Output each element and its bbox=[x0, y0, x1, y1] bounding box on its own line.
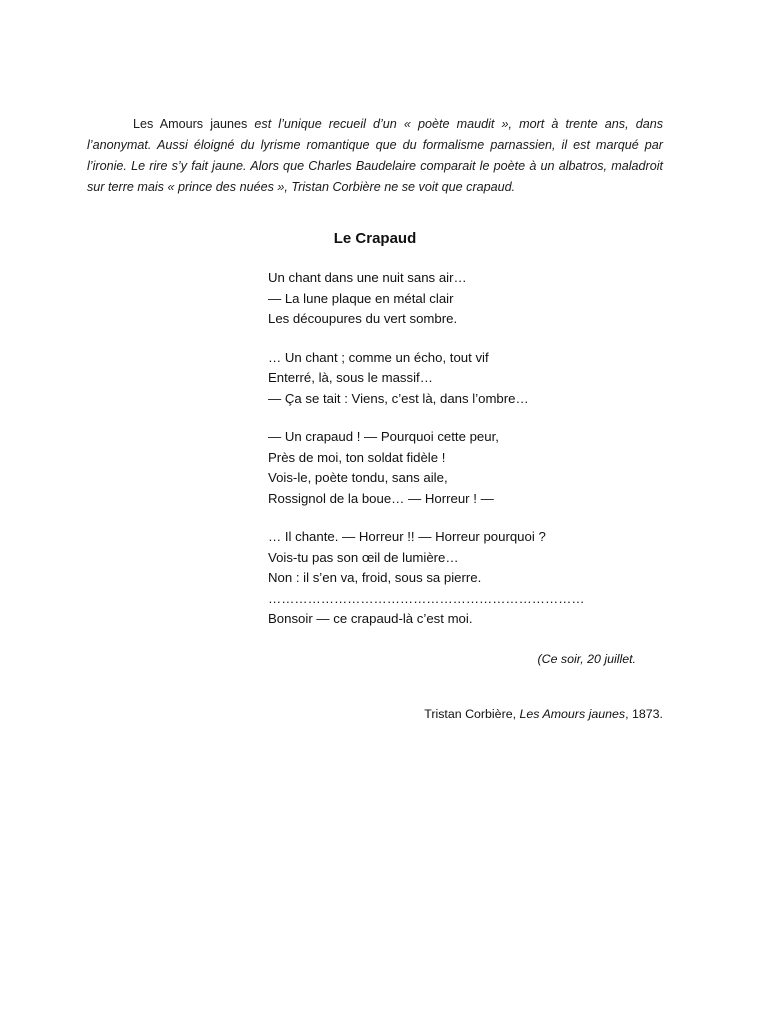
poem-line: Vois-tu pas son œil de lumière… bbox=[268, 549, 459, 565]
poem-line: — La lune plaque en métal clair bbox=[268, 290, 454, 306]
introduction-paragraph bbox=[87, 114, 663, 198]
poem-line: … Un chant ; comme un écho, tout vif bbox=[268, 349, 489, 365]
stanza-4 bbox=[268, 527, 585, 630]
stanza-2 bbox=[268, 348, 585, 410]
attribution-author: Tristan Corbière, bbox=[424, 707, 517, 721]
poem-line: … Il chante. — Horreur !! — Horreur pourquoi ? bbox=[268, 529, 546, 544]
attribution-work: Les Amours jaunes bbox=[519, 707, 626, 721]
stanza-1 bbox=[268, 268, 585, 330]
intro-book-title: Les Amours jaunes bbox=[133, 117, 248, 131]
stanza-3 bbox=[268, 427, 585, 509]
poem-line: Non : il s’en va, froid, sous sa pierre. bbox=[268, 570, 482, 585]
intro-text: est l’unique recueil d’un « poète maudit », mort à trente ans, dans l’anonymat. Aussi éloigné du lyrisme romantique que du formalisme parnassien, il est marqué par l’ironie. Le rire s’y fait jaune. Alors que Charles Baudelaire comparait le poète à un albatros, maladroit sur terre mais « prince des nuées », Tristan Corbière ne se voit que crapaud. bbox=[87, 117, 663, 194]
attribution-year: , 1873. bbox=[625, 707, 663, 721]
poem-line: Près de moi, ton soldat fidèle ! bbox=[268, 449, 446, 465]
date-note: (Ce soir, 20 juillet. bbox=[537, 652, 636, 666]
poem-body bbox=[268, 268, 585, 648]
poem-line: Les découpures du vert sombre. bbox=[268, 311, 458, 326]
poem-line: — Un crapaud ! — Pourquoi cette peur, bbox=[268, 429, 499, 444]
poem-line: Vois-le, poète tondu, sans aile, bbox=[268, 470, 448, 485]
poem-line: Rossignol de la boue… — Horreur ! — bbox=[268, 490, 494, 506]
poem-line: Bonsoir — ce crapaud-là c’est moi. bbox=[268, 611, 473, 626]
ellipsis-line: ……………………………………………………………… bbox=[268, 590, 585, 606]
poem-line: — Ça se tait : Viens, c’est là, dans l’ombre… bbox=[268, 390, 529, 406]
poem-title: Le Crapaud bbox=[333, 230, 417, 247]
poem-line: Un chant dans une nuit sans air… bbox=[268, 270, 467, 285]
poem-line: Enterré, là, sous le massif… bbox=[268, 370, 433, 385]
attribution bbox=[424, 707, 663, 721]
